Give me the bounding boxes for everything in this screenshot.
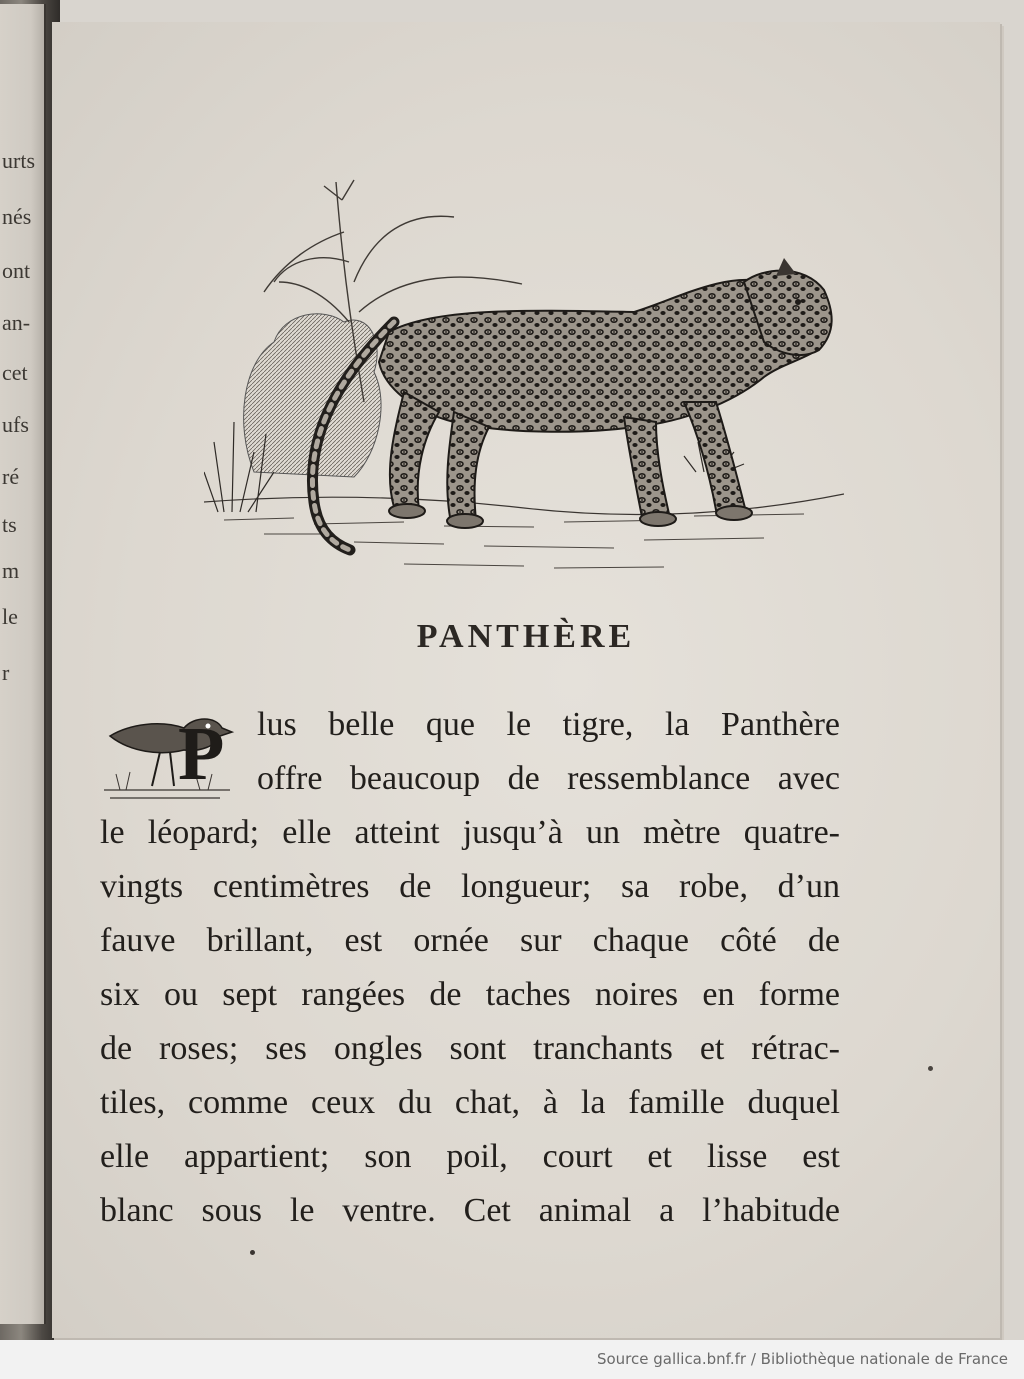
prev-page-fragment: cet bbox=[2, 360, 28, 385]
page-title: PANTHÈRE bbox=[416, 618, 636, 655]
body-line: tiles, comme ceux du chat, à la famille duquel bbox=[100, 1084, 840, 1121]
prev-page-fragment: ts bbox=[2, 512, 17, 537]
previous-page-edge bbox=[0, 4, 46, 1324]
body-line: fauve brillant, est ornée sur chaque côté de bbox=[100, 922, 840, 959]
prev-page-fragment: nés bbox=[2, 204, 32, 229]
prev-page-fragment: r bbox=[2, 660, 10, 685]
source-credit: Source gallica.bnf.fr / Bibliothèque nationale de France bbox=[596, 1350, 1008, 1368]
drop-cap-ornament bbox=[100, 694, 235, 806]
body-line: le léopard; elle atteint jusqu’à un mètre quatre- bbox=[100, 814, 840, 851]
ink-speck bbox=[928, 1066, 933, 1071]
prev-page-fragment: ont bbox=[2, 258, 31, 283]
body-line: lus belle que le tigre, la Panthère bbox=[257, 706, 840, 743]
drop-cap-letter: P bbox=[178, 712, 225, 796]
source-bar bbox=[0, 1340, 1024, 1379]
body-line: blanc sous le ventre. Cet animal a l’habitude bbox=[100, 1192, 840, 1229]
prev-page-fragment: urts bbox=[2, 148, 35, 173]
panther-illustration bbox=[204, 172, 844, 582]
prev-page-fragment: an- bbox=[2, 310, 31, 335]
body-line: offre beaucoup de ressemblance avec bbox=[257, 760, 840, 797]
body-line: vingts centimètres de longueur; sa robe, d’un bbox=[100, 868, 840, 905]
prev-page-fragment: ufs bbox=[2, 412, 29, 437]
prev-page-fragment: le bbox=[2, 604, 18, 629]
ink-speck bbox=[250, 1250, 255, 1255]
prev-page-fragment: ré bbox=[2, 464, 20, 489]
body-line: de roses; ses ongles sont tranchants et rétrac- bbox=[100, 1030, 840, 1067]
body-line: elle appartient; son poil, court et lisse est bbox=[100, 1138, 840, 1175]
prev-page-fragment: m bbox=[2, 558, 20, 583]
book-page bbox=[52, 22, 1000, 1338]
body-line: six ou sept rangées de taches noires en forme bbox=[100, 976, 840, 1013]
